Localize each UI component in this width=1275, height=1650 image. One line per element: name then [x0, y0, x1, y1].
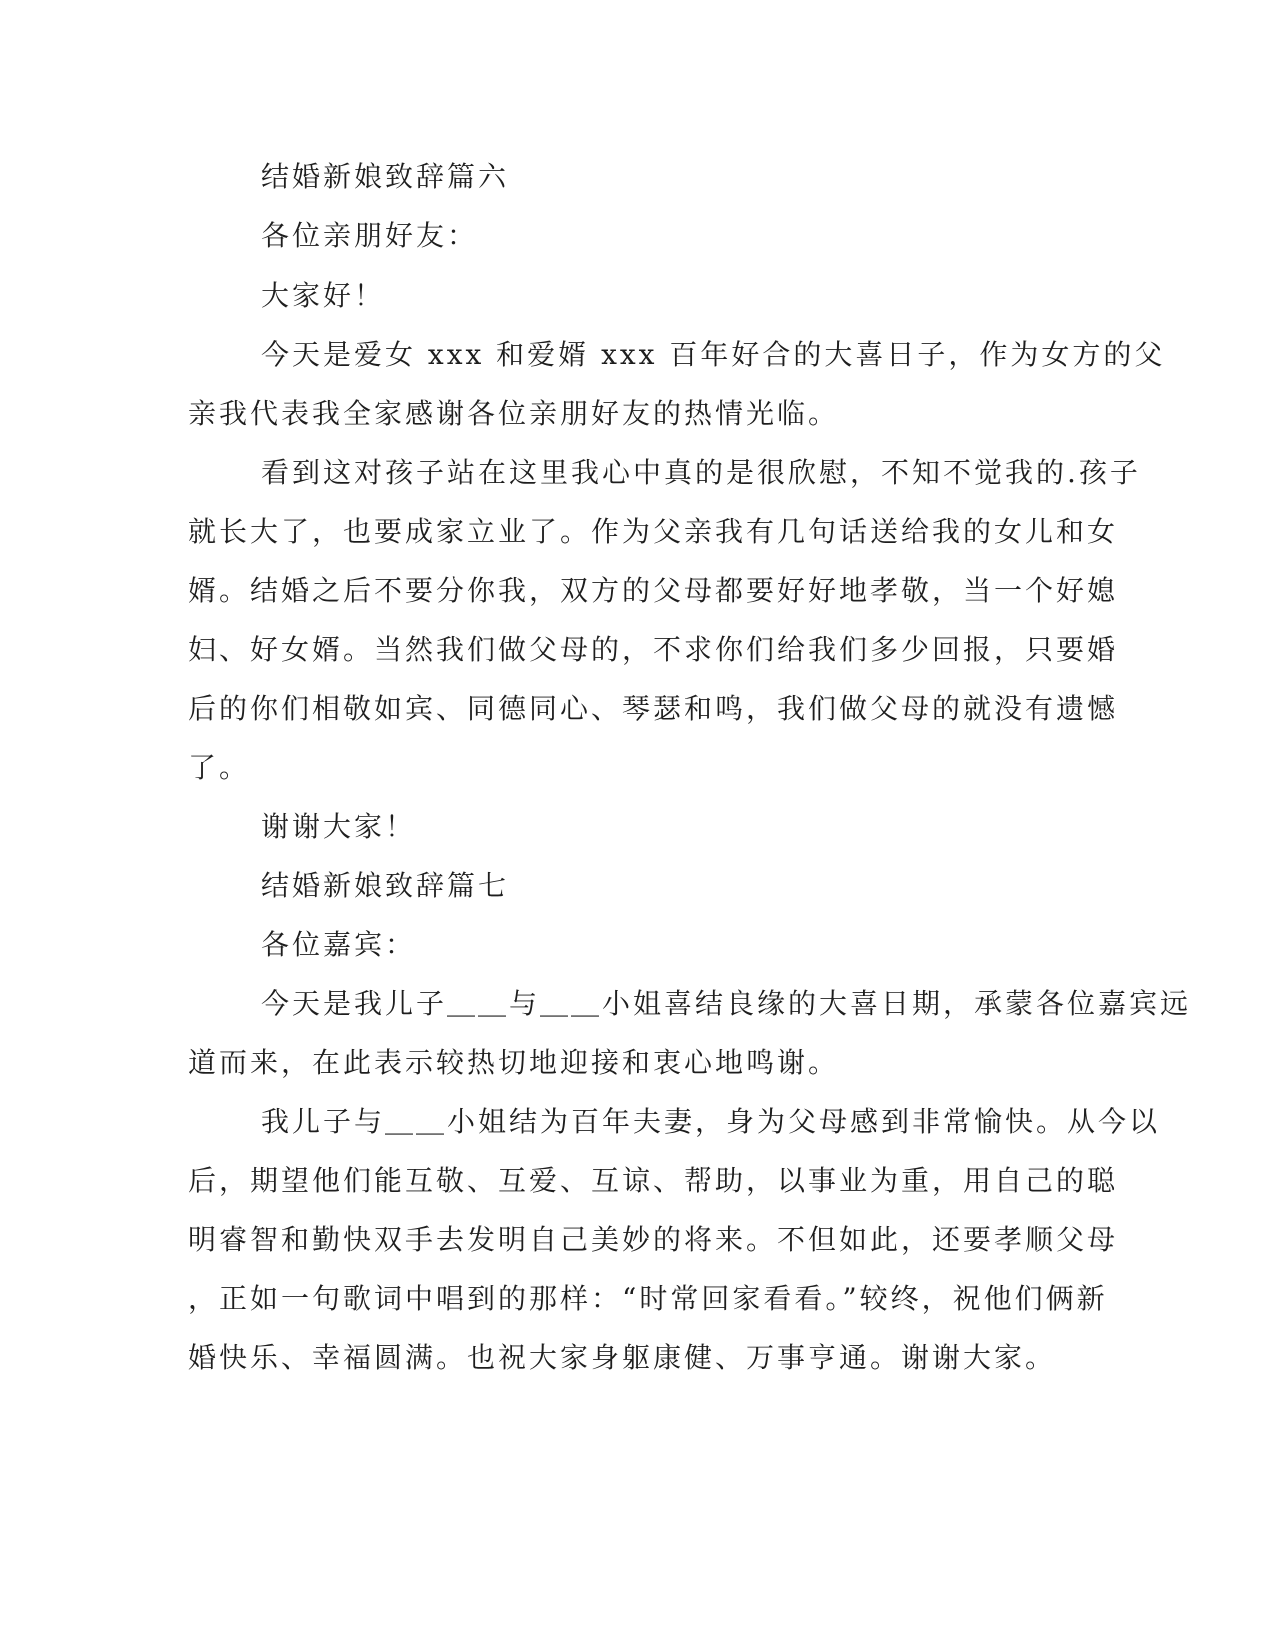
paragraph-line: 明睿智和勤快双手去发明自己美妙的将来。不但如此，还要孝顺父母 — [188, 1223, 1119, 1256]
paragraph-line: 今天是我儿子＿＿与＿＿小姐喜结良缘的大喜日期，承蒙各位嘉宾远 — [261, 987, 1192, 1020]
paragraph-line: 道而来，在此表示较热切地迎接和衷心地鸣谢。 — [188, 1046, 840, 1079]
paragraph-line: ，正如一句歌词中唱到的那样：“时常回家看看。”较终，祝他们俩新 — [188, 1282, 1108, 1315]
paragraph-line: 婚快乐、幸福圆满。也祝大家身躯康健、万事亨通。谢谢大家。 — [188, 1341, 1057, 1374]
paragraph-line: 了。 — [188, 751, 251, 784]
closing-thanks: 谢谢大家！ — [261, 810, 417, 843]
paragraph-line: 我儿子与＿＿小姐结为百年夫妻，身为父母感到非常愉快。从今以 — [261, 1105, 1161, 1138]
salutation: 各位嘉宾： — [261, 928, 417, 961]
greeting-line: 大家好！ — [261, 279, 386, 312]
paragraph-line: 后，期望他们能互敬、互爱、互谅、帮助，以事业为重，用自己的聪 — [188, 1164, 1119, 1197]
paragraph-line: 妇、好女婿。当然我们做父母的，不求你们给我们多少回报，只要婚 — [188, 633, 1119, 666]
salutation: 各位亲朋好友： — [261, 219, 479, 252]
paragraph-line: 亲我代表我全家感谢各位亲朋好友的热情光临。 — [188, 397, 840, 430]
paragraph-line: 婿。结婚之后不要分你我，双方的父母都要好好地孝敬，当一个好媳 — [188, 574, 1119, 607]
paragraph-line: 后的你们相敬如宾、同德同心、琴瑟和鸣，我们做父母的就没有遗憾 — [188, 692, 1119, 725]
paragraph-line: 就长大了，也要成家立业了。作为父亲我有几句话送给我的女儿和女 — [188, 515, 1119, 548]
paragraph-line: 今天是爱女 xxx 和爱婿 xxx 百年好合的大喜日子，作为女方的父 — [261, 338, 1166, 371]
section-title: 结婚新娘致辞篇七 — [261, 869, 510, 902]
section-title: 结婚新娘致辞篇六 — [261, 160, 510, 193]
paragraph-line: 看到这对孩子站在这里我心中真的是很欣慰，不知不觉我的.孩子 — [261, 456, 1141, 489]
